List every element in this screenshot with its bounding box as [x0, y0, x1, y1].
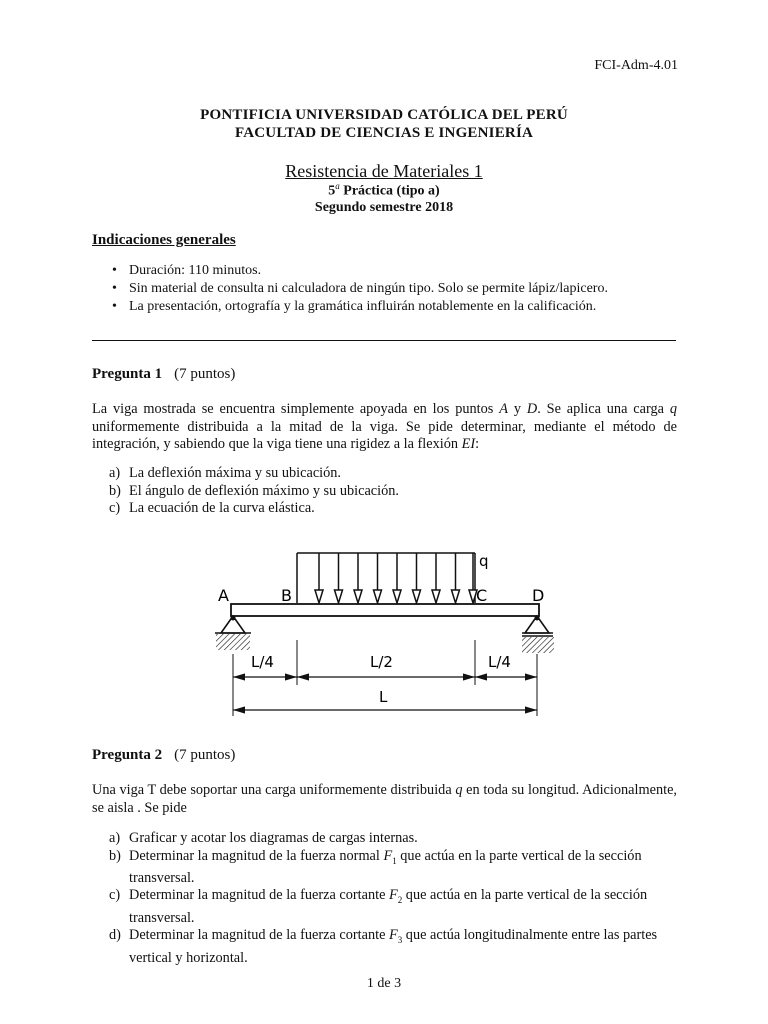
course-title: Resistencia de Materiales 1 — [285, 161, 483, 181]
question-1-heading: Pregunta 1 (7 puntos) — [92, 366, 236, 382]
point-label-a: A — [218, 586, 229, 605]
list-item: c) Determinar la magnitud de la fuerza cortante $F_2$ que actúa en la parte vertical de la sección transversal. — [109, 887, 648, 926]
load-arrow-head — [354, 590, 362, 603]
dim-label-l4-right: L/4 — [488, 653, 511, 671]
practice-title: 5$^a$ Práctica (tipo a) — [328, 181, 440, 199]
support-right — [522, 616, 554, 654]
indication-item: • Sin material de consulta ni calculadora de ningún tipo. Solo se permite lápiz/lapicero. — [112, 280, 608, 298]
indication-item: • Duración: 110 minutos. — [112, 262, 608, 280]
indications-list — [112, 262, 608, 316]
institution-header — [0, 106, 768, 142]
beam — [231, 604, 539, 616]
load-arrow-head — [432, 590, 440, 603]
indications-title: Indicaciones generales — [92, 232, 236, 248]
point-label-d: D — [532, 586, 545, 605]
question-1-text: La viga mostrada se encuentra simplemente apoyada en los puntos A y D. Se aplica una carga q uniformemente distribuida a la mitad de la viga. Se pide determinar, mediante el método de integración, y sabiendo que la viga tiene una rigidez a la flexión EI: — [92, 401, 678, 452]
load-arrow-head — [393, 590, 401, 603]
list-item: b) Determinar la magnitud de la fuerza normal $F_1$ que actúa en la parte vertical de la sección transversal. — [109, 847, 642, 886]
list-item: d) Determinar la magnitud de la fuerza cortante $F_3$ que actúa longitudinalmente entre las partes vertical y horizontal. — [109, 927, 658, 966]
beam-diagram — [0, 540, 768, 730]
dim-label-l4-left: L/4 — [251, 653, 274, 671]
question-1-items — [109, 465, 677, 518]
document-code: FCI-Adm-4.01 — [594, 58, 678, 73]
semester: Segundo semestre 2018 — [314, 200, 454, 215]
distributed-load — [297, 553, 477, 603]
question-2-items — [109, 830, 677, 967]
list-item: a) Graficar y acotar los diagramas de cargas internas. — [109, 830, 418, 846]
support-left — [215, 616, 251, 651]
dim-label-l2: L/2 — [370, 653, 393, 671]
load-arrow-head — [452, 590, 460, 603]
load-arrow-head — [413, 590, 421, 603]
load-label: q — [479, 552, 489, 570]
university-name: PONTIFICIA UNIVERSIDAD CATÓLICA DEL PERÚ — [200, 107, 568, 123]
question-2-text: Una viga T debe soportar una carga uniformemente distribuida q en toda su longitud. Adicionalmente, se aisla . Se pide — [92, 782, 677, 816]
faculty-name: FACULTAD DE CIENCIAS E INGENIERÍA — [234, 125, 534, 141]
indication-item: • La presentación, ortografía y la gramática influirán notablemente en la calificación. — [112, 298, 608, 316]
load-arrow-head — [374, 590, 382, 603]
dim-label-l: L — [379, 688, 388, 706]
page-number: 1 de 3 — [366, 976, 402, 991]
list-item: b) El ángulo de deflexión máximo y su ubicación. — [109, 482, 399, 499]
load-arrow-head — [335, 590, 343, 603]
list-item: c) La ecuación de la curva elástica. — [109, 500, 315, 516]
divider — [92, 340, 676, 341]
list-item: a) La deflexión máxima y su ubicación. — [109, 465, 342, 481]
load-arrow-head — [315, 590, 323, 603]
point-label-b: B — [281, 586, 292, 605]
point-label-c: C — [476, 586, 488, 605]
question-2-heading: Pregunta 2 (7 puntos) — [92, 747, 236, 763]
